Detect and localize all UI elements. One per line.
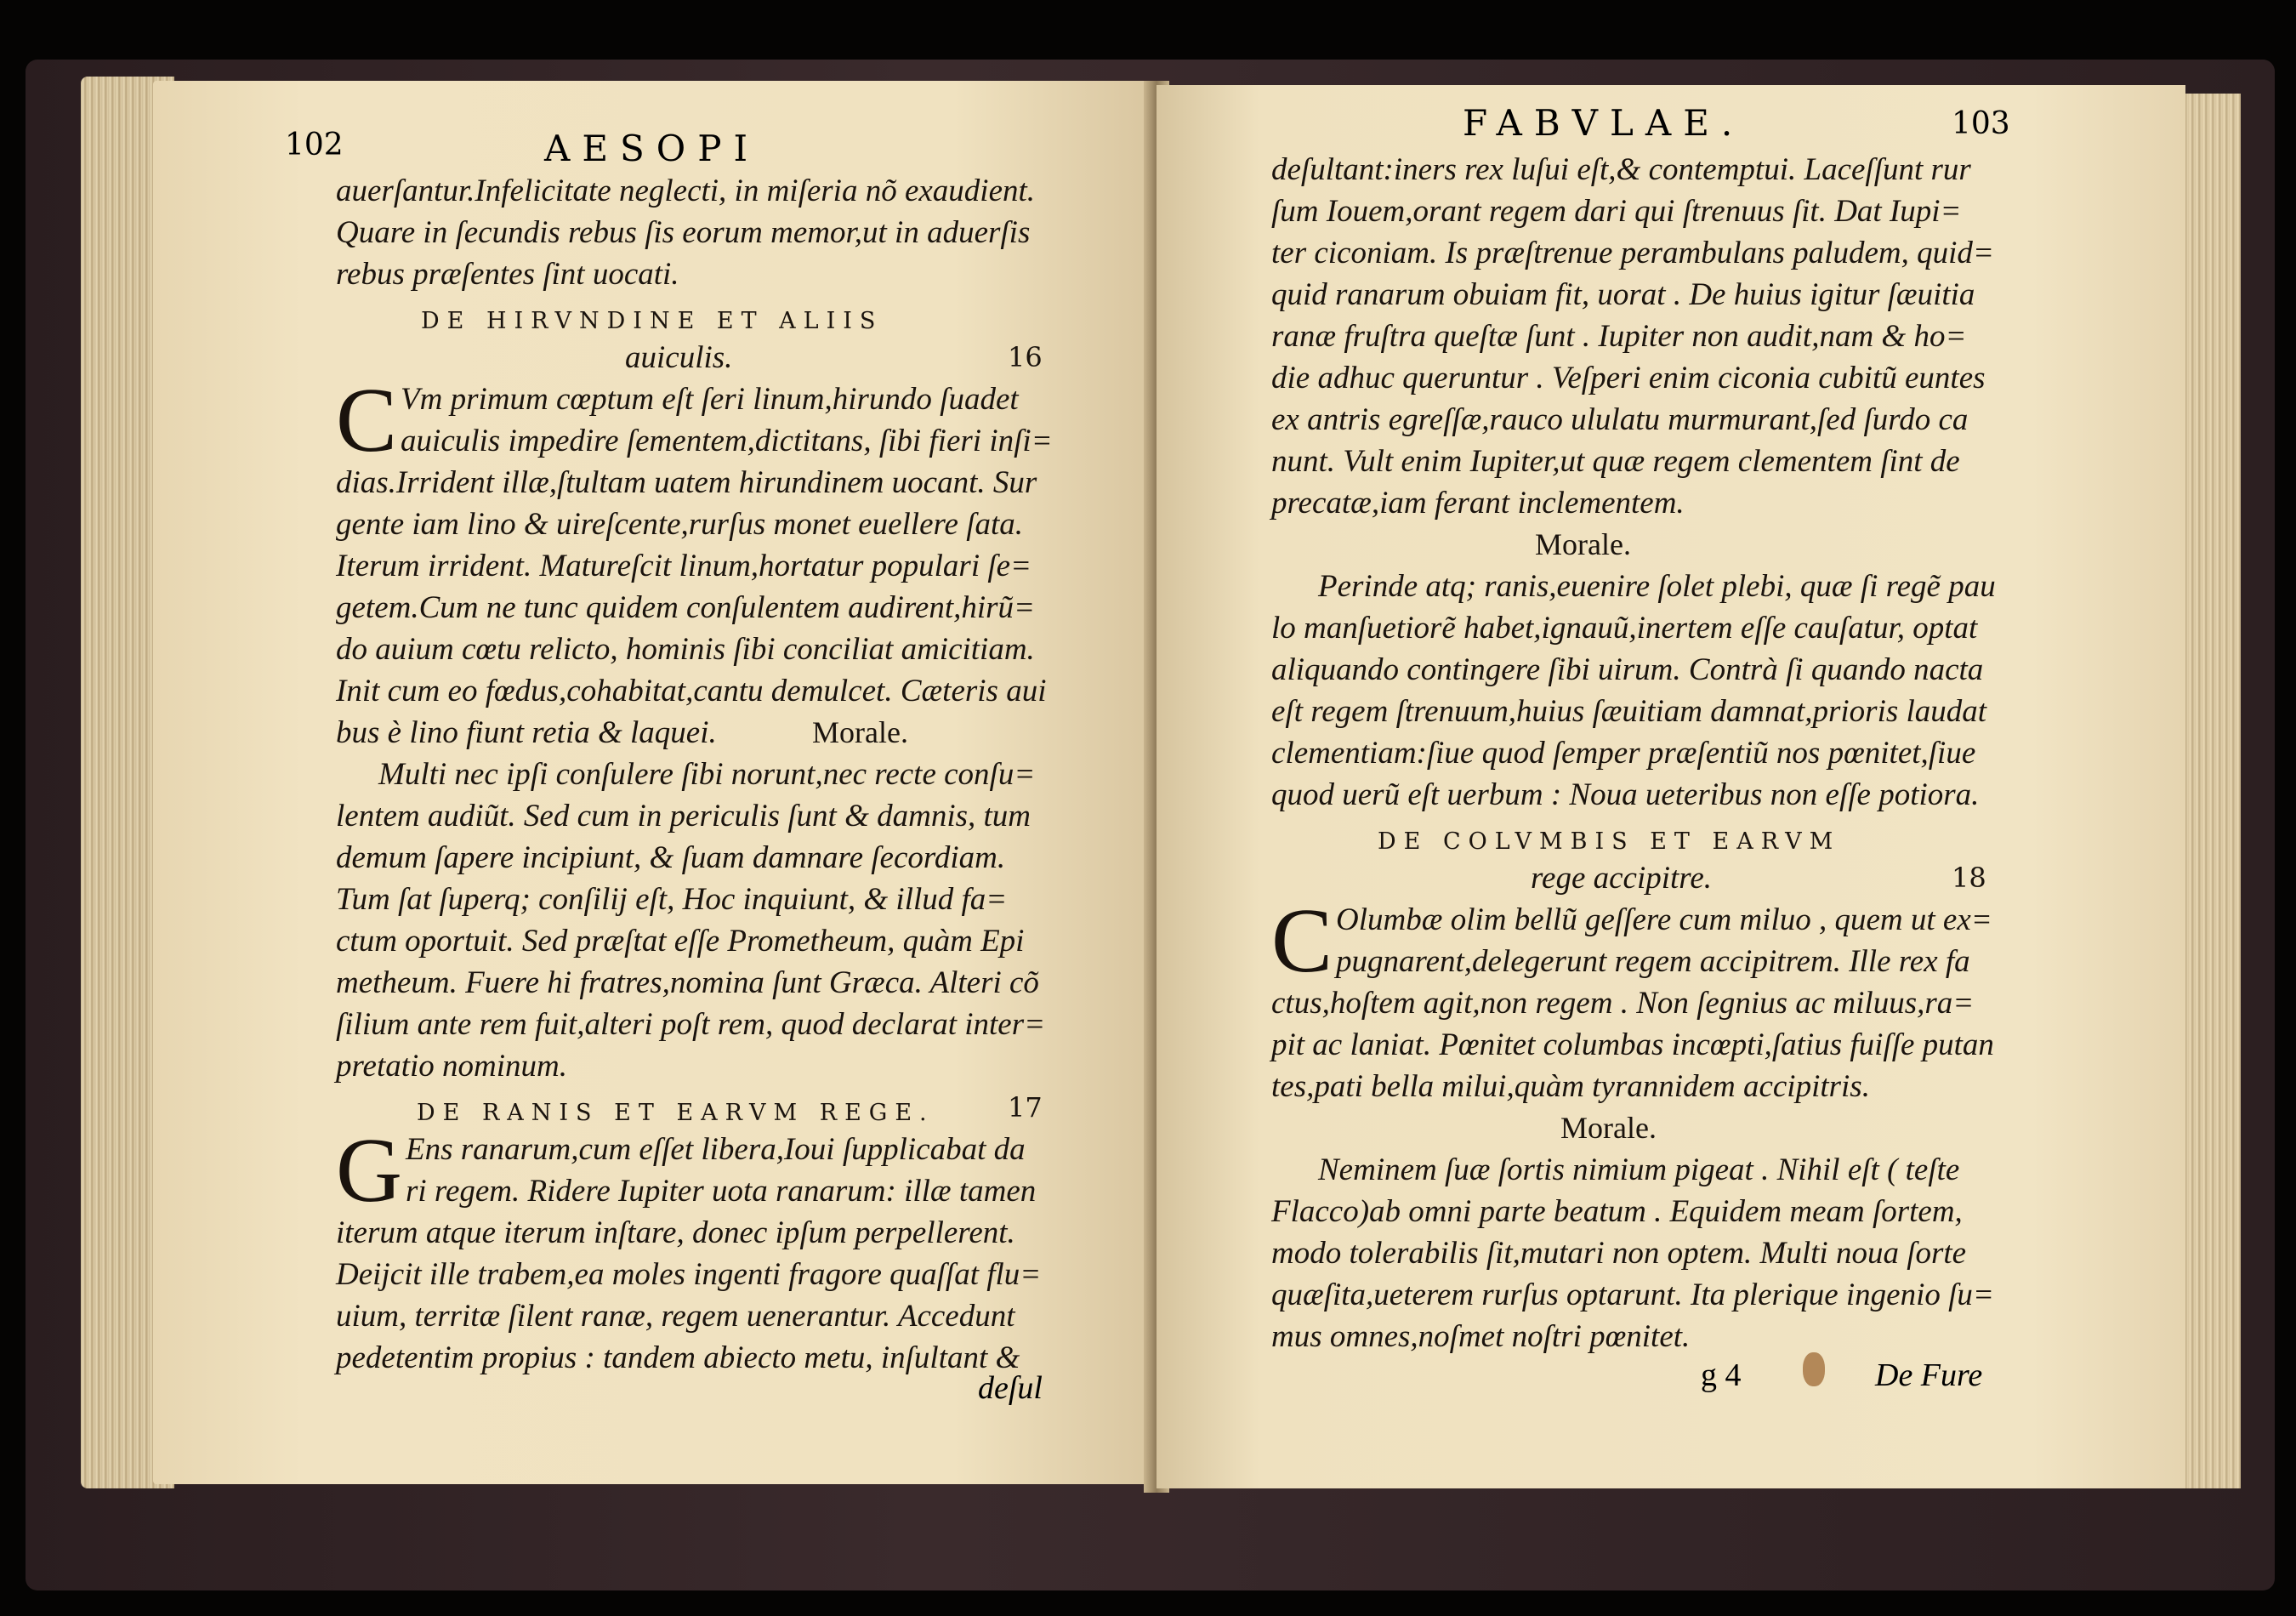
fable-16-heading: DE HIRVNDINE ET ALIIS: [421, 308, 884, 334]
left-page-number: 102: [285, 128, 344, 162]
fable-16-number: 16: [1008, 341, 1043, 373]
text-line: dias.Irrident illæ,ſtultam uatem hirundinem uocant. Sur: [336, 465, 1037, 500]
fable-18-text: [1271, 891, 2020, 1107]
text-line: pretatio nominum.: [336, 1049, 568, 1084]
fable-17-text: [336, 1120, 1067, 1379]
text-line: pedetentim propius : tandem abiecto metu, inſultant &: [336, 1340, 1020, 1375]
text-line: getem.Cum ne tunc quidem conſulentem audirent,hirũ=: [336, 590, 1036, 625]
text-line: demum ſapere incipiunt, & ſuam damnare ſecordiam.: [336, 840, 1006, 875]
text-line: ex antris egreſſæ,rauco ululatu murmurant,ſed ſurdo ca: [1271, 402, 1969, 437]
text-line: eſt regem ſtrenuum,huius ſæuitiam damnat,prioris laudat: [1271, 694, 1987, 729]
text-line: metheum. Fuere hi fratres,nomina ſunt Græca. Alteri cõ: [336, 965, 1039, 1000]
text-line: Ens ranarum,cum eſſet libera,Ioui ſupplicabat da: [406, 1132, 1026, 1167]
fable-18-dropcap: C: [1271, 891, 1333, 992]
text-line: deſultant:iners rex luſui eſt,& contemptui. Laceſſunt rur: [1271, 152, 1971, 187]
text-line: rebus præſentes ſint uocati.: [336, 257, 679, 292]
text-line: lentem audiũt. Sed cum in periculis ſunt & damnis, tum: [336, 799, 1031, 834]
text-line: uium, territæ ſilent ranæ, regem uenerantur. Accedunt: [336, 1299, 1015, 1334]
text-line: Neminem ſuæ ſortis nimium pigeat . Nihil eſt ( teſte: [1318, 1152, 1960, 1187]
text-line: ri regem. Ridere Iupiter uota ranarum: illæ tamen: [406, 1174, 1037, 1209]
text-line: Flacco)ab omni parte beatum . Equidem meam ſortem,: [1271, 1194, 1963, 1229]
text-line: lo manſuetiorẽ habet,ignauũ,inertem eſſe cauſatur, optat: [1271, 611, 1978, 646]
text-line: die adhuc queruntur . Veſperi enim ciconia cubitũ euntes: [1271, 361, 1986, 395]
text-line: auerſantur.Infelicitate neglecti, in miſeria nõ exaudient.: [336, 174, 1036, 208]
fable-18-subheading-row: [1271, 857, 2020, 899]
text-line: pugnarent,delegerunt regem accipitrem. Ille rex fa: [1336, 944, 1970, 979]
fable-16-subheading: auiculis.: [625, 340, 733, 375]
left-catchword: deſul: [978, 1370, 1043, 1406]
text-line: quid ranarum obuiam fit, uorat . De huius igitur ſæuitia: [1271, 277, 1975, 312]
fable-18-heading: DE COLVMBIS ET EARVM: [1378, 828, 1841, 855]
text-line: Multi nec ipſi conſulere ſibi norunt,nec recte conſu=: [378, 757, 1036, 792]
text-line: Init cum eo fœdus,cohabitat,cantu demulcet. Cæteris aui: [336, 674, 1047, 708]
text-line: bus è lino fiunt retia & laquei.: [336, 715, 717, 750]
text-line: nunt. Vult enim Iupiter,ut quæ regem clementem ſint de: [1271, 444, 1960, 479]
text-line: ter ciconiam. Is præſtrenue perambulans paludem, quid=: [1271, 236, 1994, 270]
fable-17-dropcap: G: [336, 1120, 402, 1221]
right-page-body: [1271, 149, 2020, 1357]
fable-17-heading: DE RANIS ET EARVM REGE.: [417, 1100, 935, 1126]
text-line: ſum Iouem,orant regem dari qui ſtrenuus ſit. Dat Iupi=: [1271, 194, 1962, 229]
text-line: Olumbæ olim bellũ geſſere cum miluo , quem ut ex=: [1336, 902, 1992, 937]
text-line: iterum atque iterum inſtare, donec ipſum perpellerent.: [336, 1215, 1015, 1250]
text-line: quæſita,ueterem rurſus optarunt. Ita plerique ingenio ſu=: [1271, 1277, 1994, 1312]
text-line: quod uerũ eſt uerbum : Noua ueteribus non eſſe potiora.: [1271, 777, 1980, 812]
text-line: Quare in ſecundis rebus ſis eorum memor,ut in aduerſis: [336, 215, 1031, 250]
text-line: modo tolerabilis ſit,mutari non optem. Multi noua ſorte: [1271, 1236, 1967, 1271]
text-line: auiculis impedire ſementem,dictitans, ſibi fieri inſi=: [401, 424, 1053, 458]
text-line: tes,pati bella milui,quàm tyrannidem accipitris.: [1271, 1069, 1870, 1104]
right-page-number: 103: [1952, 106, 2010, 141]
text-line-with-morale: [336, 712, 1067, 754]
text-line: Iterum irrident. Matureſcit linum,hortatur populari ſe=: [336, 549, 1032, 583]
text-line: pit ac laniat. Pœnitet columbas incœpti,ſatius fuiſſe putan: [1271, 1027, 1994, 1062]
right-catchword: De Fure: [1875, 1357, 1983, 1393]
text-line: Deijcit ille trabem,ea moles ingenti fragore quaſſat flu=: [336, 1257, 1042, 1292]
text-line: do auium cœtu relicto, hominis ſibi conciliat amicitiam.: [336, 632, 1035, 667]
fable-17-number: 17: [1008, 1091, 1043, 1124]
text-line: Vm primum cœptum eſt ſeri linum,hirundo ſuadet: [401, 382, 1019, 417]
fable-16-dropcap: C: [336, 370, 398, 471]
morale-label-1: Morale.: [1535, 527, 1631, 561]
text-line: Perinde atq; ranis,euenire ſolet plebi, quæ ſi regẽ pau: [1318, 569, 1996, 604]
fable-16-subheading-row: [336, 337, 1067, 378]
text-line: mus omnes,noſmet noſtri pœnitet.: [1271, 1319, 1691, 1354]
fable-16-morale-label: Morale.: [812, 715, 908, 749]
text-line: ranæ fruſtra queſtæ ſunt . Iupiter non audit,nam & ho=: [1271, 319, 1967, 354]
fable-18-subheading: rege accipitre.: [1531, 861, 1713, 896]
left-running-head: AESOPI: [544, 128, 760, 169]
right-running-head: FABVLAE.: [1463, 102, 1745, 144]
morale-label-2: Morale.: [1560, 1111, 1657, 1145]
text-line: gente iam lino & uireſcente,rurſus monet euellere ſata.: [336, 507, 1024, 542]
fable-16-text: [336, 370, 1067, 754]
text-line: precatæ,iam ferant inclementem.: [1271, 486, 1685, 521]
signature-mark: g 4: [1701, 1357, 1742, 1393]
text-line: clementiam:ſiue quod ſemper præſentiũ nos pœnitet,ſiue: [1271, 736, 1976, 771]
paper-stain: [1803, 1352, 1825, 1386]
text-line: ctus,hoſtem agit,non regem . Non ſegnius ac miluus,ra=: [1271, 986, 1975, 1021]
text-line: aliquando contingere ſibi uirum. Contrà ſi quando nacta: [1271, 652, 1984, 687]
fable-17-heading-row: [336, 1087, 1067, 1129]
left-page-body: [336, 170, 1067, 1379]
text-line: Tum ſat ſuperq; conſilij eſt, Hoc inquiunt, & illud fa=: [336, 882, 1008, 917]
text-line: ſilium ante rem fuit,alteri poſt rem, quod declarat inter=: [336, 1007, 1046, 1042]
text-line: ctum oportuit. Sed præſtat eſſe Prometheum, quàm Epi: [336, 924, 1025, 959]
page-edges-right: [2181, 94, 2241, 1488]
fable-18-number: 18: [1952, 862, 1986, 894]
